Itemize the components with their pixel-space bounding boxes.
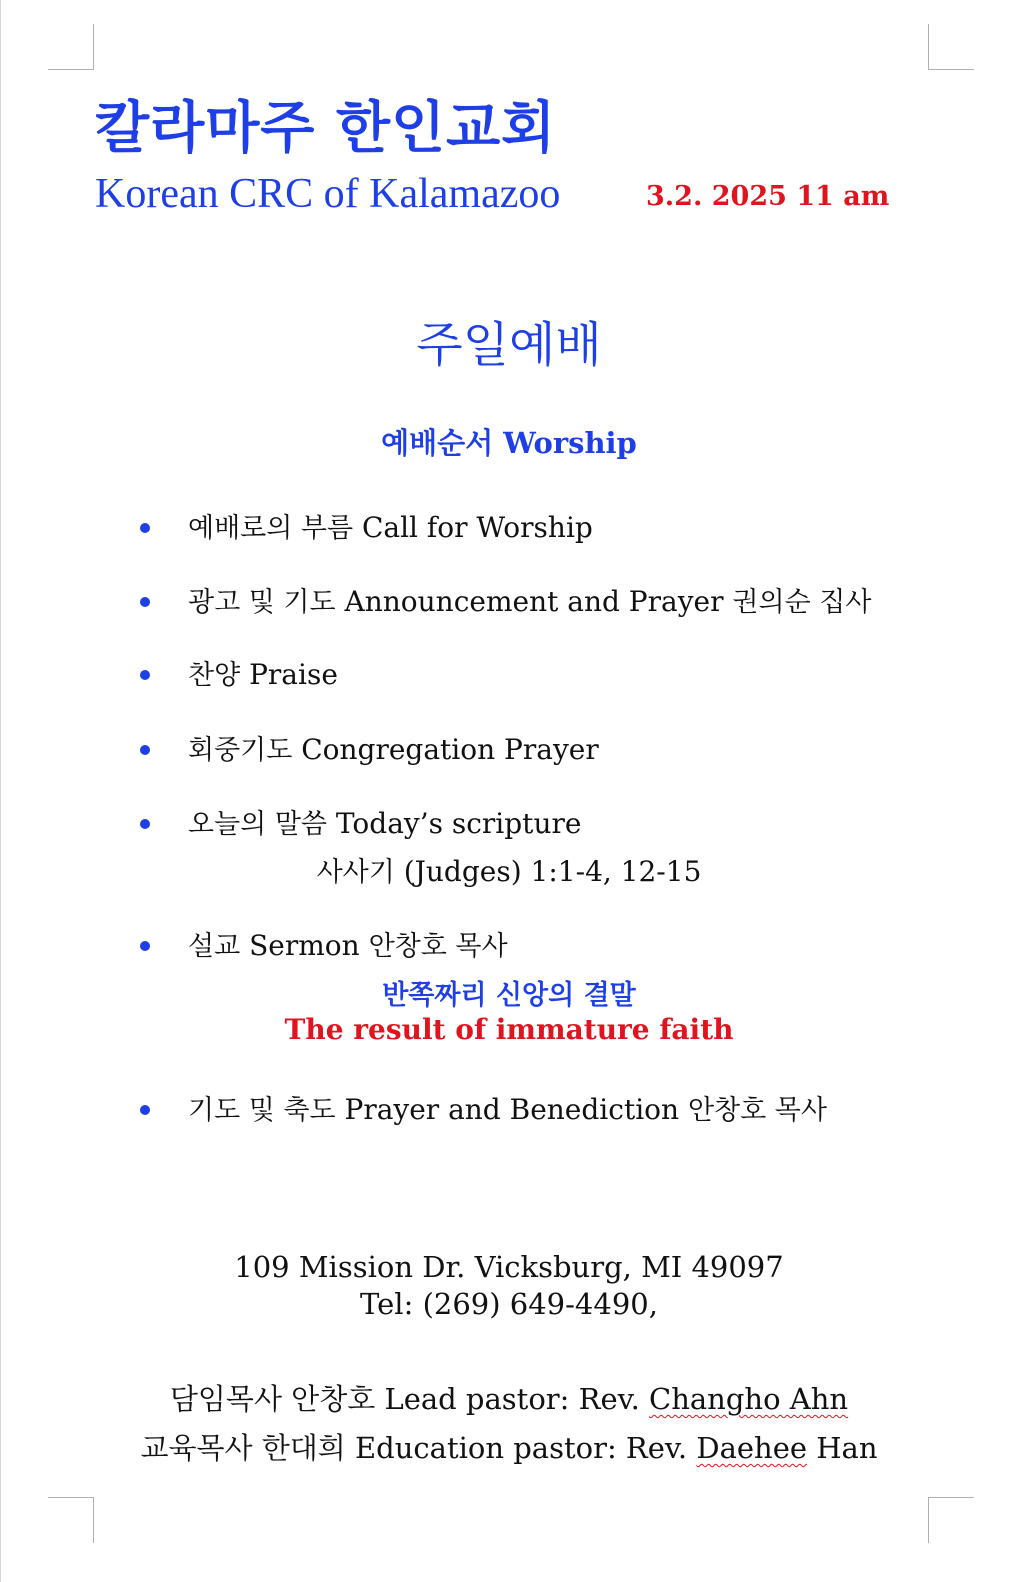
list-item-praise (140, 653, 338, 692)
list-item-congregation-prayer (140, 728, 599, 767)
lead-pastor-line (0, 1377, 1018, 1418)
crop-mark-top-right-v (928, 24, 929, 70)
order-of-worship-heading: 예배순서 Worship (381, 426, 637, 460)
crop-mark-bottom-right-v (928, 1497, 929, 1543)
item-ko: 설교 (188, 931, 241, 962)
item-en: Today’s scripture (335, 807, 582, 840)
bullet-icon (140, 819, 150, 829)
bullet-icon (140, 523, 150, 533)
crop-mark-bottom-left-v (93, 1497, 94, 1543)
crop-mark-top-right-h (928, 69, 974, 70)
education-pastor-line (0, 1426, 1018, 1467)
crop-mark-bottom-right-h (928, 1497, 974, 1498)
education-pastor-prefix: 교육목사 한대희 Education pastor: Rev. (140, 1431, 688, 1465)
item-ko: 오늘의 말씀 (188, 809, 327, 840)
list-item-sermon (140, 924, 508, 963)
list-item-benediction (140, 1088, 827, 1127)
item-leader: 안창호 목사 (368, 931, 508, 962)
list-item-todays-scripture (140, 802, 581, 841)
bullet-icon (140, 1105, 150, 1115)
church-name-korean: 칼라마주 한인교회 (95, 96, 557, 161)
education-pastor-last-name: Han (816, 1431, 878, 1465)
item-en: Call for Worship (361, 511, 593, 544)
item-en: Praise (249, 658, 338, 691)
crop-mark-bottom-left-h (48, 1497, 94, 1498)
item-en: Prayer and Benediction (344, 1093, 680, 1126)
lead-pastor-prefix: 담임목사 안창호 Lead pastor: Rev. (169, 1382, 640, 1416)
list-item-announcement (140, 580, 871, 619)
item-ko: 기도 및 축도 (188, 1095, 336, 1126)
bullet-icon (140, 670, 150, 680)
page-left-edge (0, 0, 1, 1582)
list-item-call-for-worship (140, 506, 593, 545)
sermon-title-english: The result of immature faith (284, 1013, 734, 1046)
bullet-icon (140, 597, 150, 607)
scripture-reference (0, 850, 1018, 889)
education-pastor-first-name: Daehee (696, 1431, 808, 1465)
bullet-icon (140, 745, 150, 755)
lead-pastor-name: Changho Ahn (649, 1382, 849, 1416)
church-address: 109 Mission Dr. Vicksburg, MI 49097 (234, 1250, 784, 1284)
item-ko: 예배로의 부름 (188, 513, 354, 544)
item-ko: 찬양 (188, 660, 241, 691)
item-ko: 회중기도 (188, 735, 293, 766)
item-en: Sermon (249, 929, 360, 962)
crop-mark-top-left-v (93, 24, 94, 70)
service-title: 주일예배 (416, 317, 602, 373)
scripture-book-ko: 사사기 (316, 857, 395, 888)
church-phone: Tel: (269) 649-4490, (360, 1287, 658, 1321)
bullet-icon (140, 941, 150, 951)
sermon-title-korean: 반쪽짜리 신앙의 결말 (382, 980, 636, 1011)
item-en: Congregation Prayer (301, 733, 599, 766)
item-leader: 안창호 목사 (687, 1095, 827, 1126)
item-leader: 권의순 집사 (732, 587, 872, 618)
service-datetime: 3.2. 2025 11 am (646, 181, 890, 212)
item-en: Announcement and Prayer (344, 585, 724, 618)
scripture-ref: (Judges) 1:1-4, 12-15 (403, 855, 702, 888)
item-ko: 광고 및 기도 (188, 587, 336, 618)
crop-mark-top-left-h (48, 69, 94, 70)
church-name-english: Korean CRC of Kalamazoo (95, 171, 561, 217)
